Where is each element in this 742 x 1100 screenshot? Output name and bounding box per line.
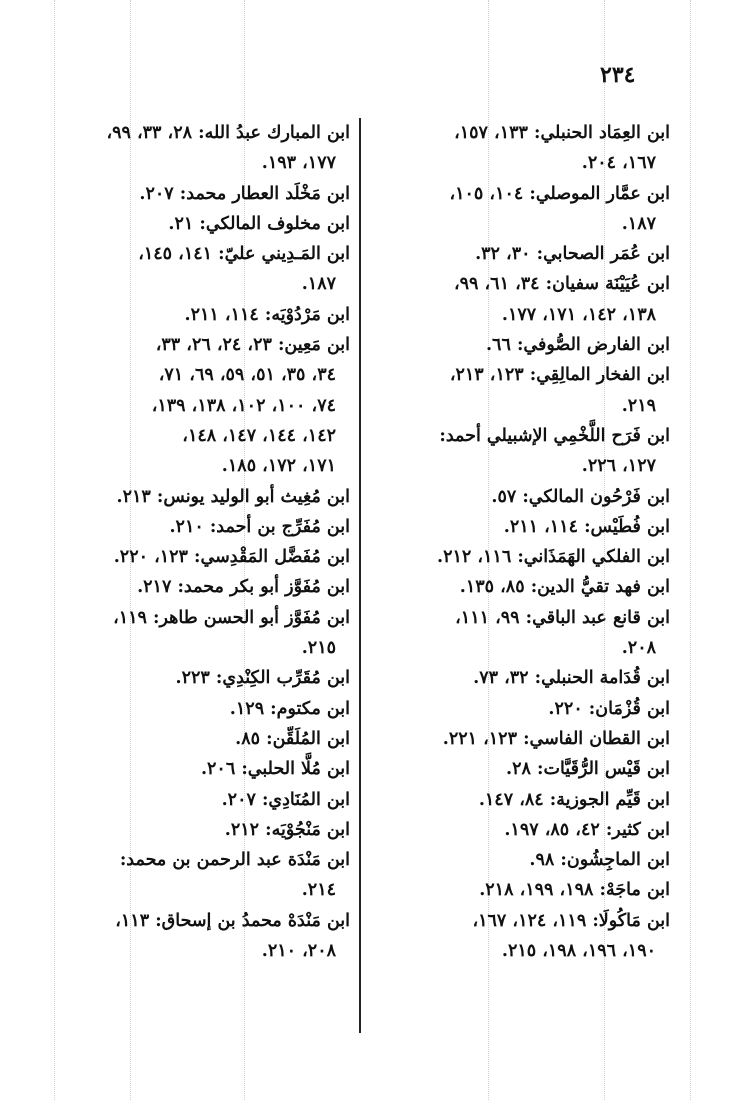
index-entry-pages: ٣٤، ٣٥، ٥١، ٥٩، ٦٩، ٧١، xyxy=(158,365,336,386)
index-entry xyxy=(80,209,350,239)
index-entry-pages: ٢١٤. xyxy=(301,880,336,901)
index-column-left xyxy=(80,118,350,966)
index-entry-heading: ابن مَنْجُوْيَه: ٢١٢. xyxy=(224,819,350,840)
index-entry-heading: ابن المُنَادِي: ٢٠٧. xyxy=(221,789,350,810)
index-column-right xyxy=(380,118,670,966)
index-entry xyxy=(380,603,670,664)
index-entry-heading: ابن مَاكُولَا: ١١٩، ١٢٤، ١٦٧، xyxy=(472,910,670,931)
index-entry-heading: ابن مَنْدَهْ محمدُ بن إسحاق: ١١٣، xyxy=(115,910,350,931)
index-entry xyxy=(80,482,350,512)
scan-guide-line xyxy=(54,0,55,1100)
index-entry-heading: ابن مَعِين: ٢٣، ٢٤، ٢٦، ٣٣، xyxy=(155,335,350,356)
index-entry-heading: ابن عُمَر الصحابي: ٣٠، ٣٢. xyxy=(475,244,670,265)
index-entry-pages: ٧٤، ١٠٠، ١٠٢، ١٣٨، ١٣٩، xyxy=(151,395,336,416)
index-entry xyxy=(380,239,670,269)
index-entry-pages: ٢١٩. xyxy=(621,395,656,416)
index-entry xyxy=(80,906,350,967)
index-entry-heading: ابن مَنْدَة عبد الرحمن بن محمد: xyxy=(119,850,350,871)
index-entry-heading: ابن الفخار المالِقِي: ١٢٣، ٢١٣، xyxy=(449,365,670,386)
index-entry-heading: ابن ماجَهْ: ١٩٨، ١٩٩، ٢١٨. xyxy=(479,880,670,901)
index-entry-heading: ابن مُفَوَّز أبو بكر محمد: ٢١٧. xyxy=(137,577,350,598)
index-entry-heading: ابن كثير: ٤٢، ٨٥، ١٩٧. xyxy=(504,819,670,840)
index-entry xyxy=(80,542,350,572)
index-entry xyxy=(380,330,670,360)
index-entry xyxy=(380,482,670,512)
index-entry-pages: ١٨٧. xyxy=(301,274,336,295)
index-entry xyxy=(380,118,670,179)
index-entry-heading: ابن مُفَرِّج بن أحمد: ٢١٠. xyxy=(169,516,350,537)
index-entry xyxy=(80,694,350,724)
index-entry-heading: ابن فَرْحُون المالكي: ٥٧. xyxy=(491,486,670,507)
index-entry xyxy=(80,724,350,754)
index-entry-heading: ابن مُقَرِّب الكِنْدِي: ٢٢٣. xyxy=(175,668,350,689)
index-entry xyxy=(380,845,670,875)
index-entry xyxy=(80,118,350,179)
index-entry-pages: ٢٠٨، ٢١٠. xyxy=(261,941,336,962)
index-entry-pages: ١٩٠، ١٩٦، ١٩٨، ٢١٥. xyxy=(501,941,656,962)
index-entry xyxy=(80,815,350,845)
index-entry xyxy=(380,815,670,845)
index-entry-pages: ١٦٧، ٢٠٤. xyxy=(581,153,656,174)
index-entry xyxy=(80,179,350,209)
index-entry-heading: ابن عمَّار الموصلي: ١٠٤، ١٠٥، xyxy=(449,183,670,204)
index-entry-pages: ١٤٢، ١٤٤، ١٤٧، ١٤٨، xyxy=(182,425,336,446)
index-entry-heading: ابن قُدَامة الحنبلي: ٣٢، ٧٣. xyxy=(473,668,670,689)
index-entry xyxy=(380,694,670,724)
index-entry xyxy=(80,663,350,693)
index-entry-heading: ابن فُطَيْس: ١١٤، ٢١١. xyxy=(503,516,670,537)
index-entry-heading: ابن العِمَاد الحنبلي: ١٣٣، ١٥٧، xyxy=(454,123,670,143)
index-entry-heading: ابن مُلَّا الحلبي: ٢٠٦. xyxy=(200,759,350,780)
index-entry-heading: ابن مكتوم: ١٢٩. xyxy=(229,698,350,719)
index-entry-heading: ابن الماجِشُون: ٩٨. xyxy=(529,850,670,871)
index-entry-heading: ابن المبارك عبدُ الله: ٢٨، ٣٣، ٩٩، xyxy=(106,123,350,143)
index-entry xyxy=(80,239,350,300)
index-entry-heading: ابن المُلَقِّن: ٨٥. xyxy=(235,728,350,749)
index-entry-pages: ١٨٧. xyxy=(621,213,656,234)
scan-guide-line xyxy=(690,0,691,1100)
index-entry-heading: ابن مُفَضَّل المَقْدِسي: ١٢٣، ٢٢٠. xyxy=(113,547,350,568)
index-entry-heading: ابن مَخْلَد العطار محمد: ٢٠٧. xyxy=(139,183,350,204)
index-entry xyxy=(80,300,350,330)
index-entry xyxy=(80,512,350,542)
index-entry xyxy=(80,754,350,784)
index-entry-heading: ابن قَيْس الرُّقَيَّات: ٢٨. xyxy=(506,759,670,780)
index-entry-heading: ابن عُيَيْنَة سفيان: ٣٤، ٦١، ٩٩، xyxy=(453,274,670,295)
index-entry-heading: ابن فَرَح اللَّخْمِي الإشبيلي أحمد: xyxy=(439,425,670,446)
index-entry-heading: ابن مُفَوَّز أبو الحسن طاهر: ١١٩، xyxy=(113,607,350,628)
index-entry xyxy=(380,542,670,572)
index-entry xyxy=(80,603,350,664)
index-entry-pages: ١٧١، ١٧٢، ١٨٥. xyxy=(221,456,336,477)
index-entry-heading: ابن الفارض الصُّوفي: ٦٦. xyxy=(485,335,670,356)
index-entry-heading: ابن الفلكي الهَمَذَاني: ١١٦، ٢١٢. xyxy=(436,547,670,568)
index-entry xyxy=(380,269,670,330)
index-entry-heading: ابن قانع عبد الباقي: ٩٩، ١١١، xyxy=(455,607,670,628)
index-entry-heading: ابن فهد تقيُّ الدين: ٨٥، ١٣٥. xyxy=(459,577,670,598)
index-entry-heading: ابن المَـدِيني عليّ: ١٤١، ١٤٥، xyxy=(138,244,350,265)
column-divider xyxy=(359,118,361,1033)
page-number: ٢٣٤ xyxy=(600,62,636,88)
index-entry xyxy=(80,330,350,481)
index-entry-heading: ابن مَرْدُوْيَه: ١١٤، ٢١١. xyxy=(184,304,350,325)
index-entry-pages: ٢٠٨. xyxy=(621,638,656,659)
index-entry xyxy=(380,572,670,602)
index-entry-heading: ابن قَيِّم الجوزية: ٨٤، ١٤٧. xyxy=(478,789,670,810)
index-entry-heading: ابن مخلوف المالكي: ٢١. xyxy=(168,213,350,234)
index-entry xyxy=(380,875,670,905)
index-entry xyxy=(380,754,670,784)
index-entry xyxy=(380,512,670,542)
index-entry-pages: ١٣٨، ١٤٢، ١٧١، ١٧٧. xyxy=(501,304,656,325)
index-entry-heading: ابن القطان الفاسي: ١٢٣، ٢٢١. xyxy=(442,728,670,749)
index-entry-heading: ابن مُغِيث أبو الوليد يونس: ٢١٣. xyxy=(116,486,350,507)
index-entry-pages: ١٧٧، ١٩٣. xyxy=(261,153,336,174)
index-entry xyxy=(80,845,350,906)
index-entry xyxy=(380,724,670,754)
index-entry xyxy=(380,179,670,240)
index-entry xyxy=(380,421,670,482)
index-entry xyxy=(80,785,350,815)
index-entry xyxy=(80,572,350,602)
index-entry xyxy=(380,663,670,693)
index-entry xyxy=(380,785,670,815)
index-entry-pages: ١٢٧، ٢٢٦. xyxy=(581,456,656,477)
index-entry-pages: ٢١٥. xyxy=(301,638,336,659)
index-entry xyxy=(380,906,670,967)
index-entry-heading: ابن قُزْمَان: ٢٢٠. xyxy=(548,698,670,719)
index-entry xyxy=(380,360,670,421)
